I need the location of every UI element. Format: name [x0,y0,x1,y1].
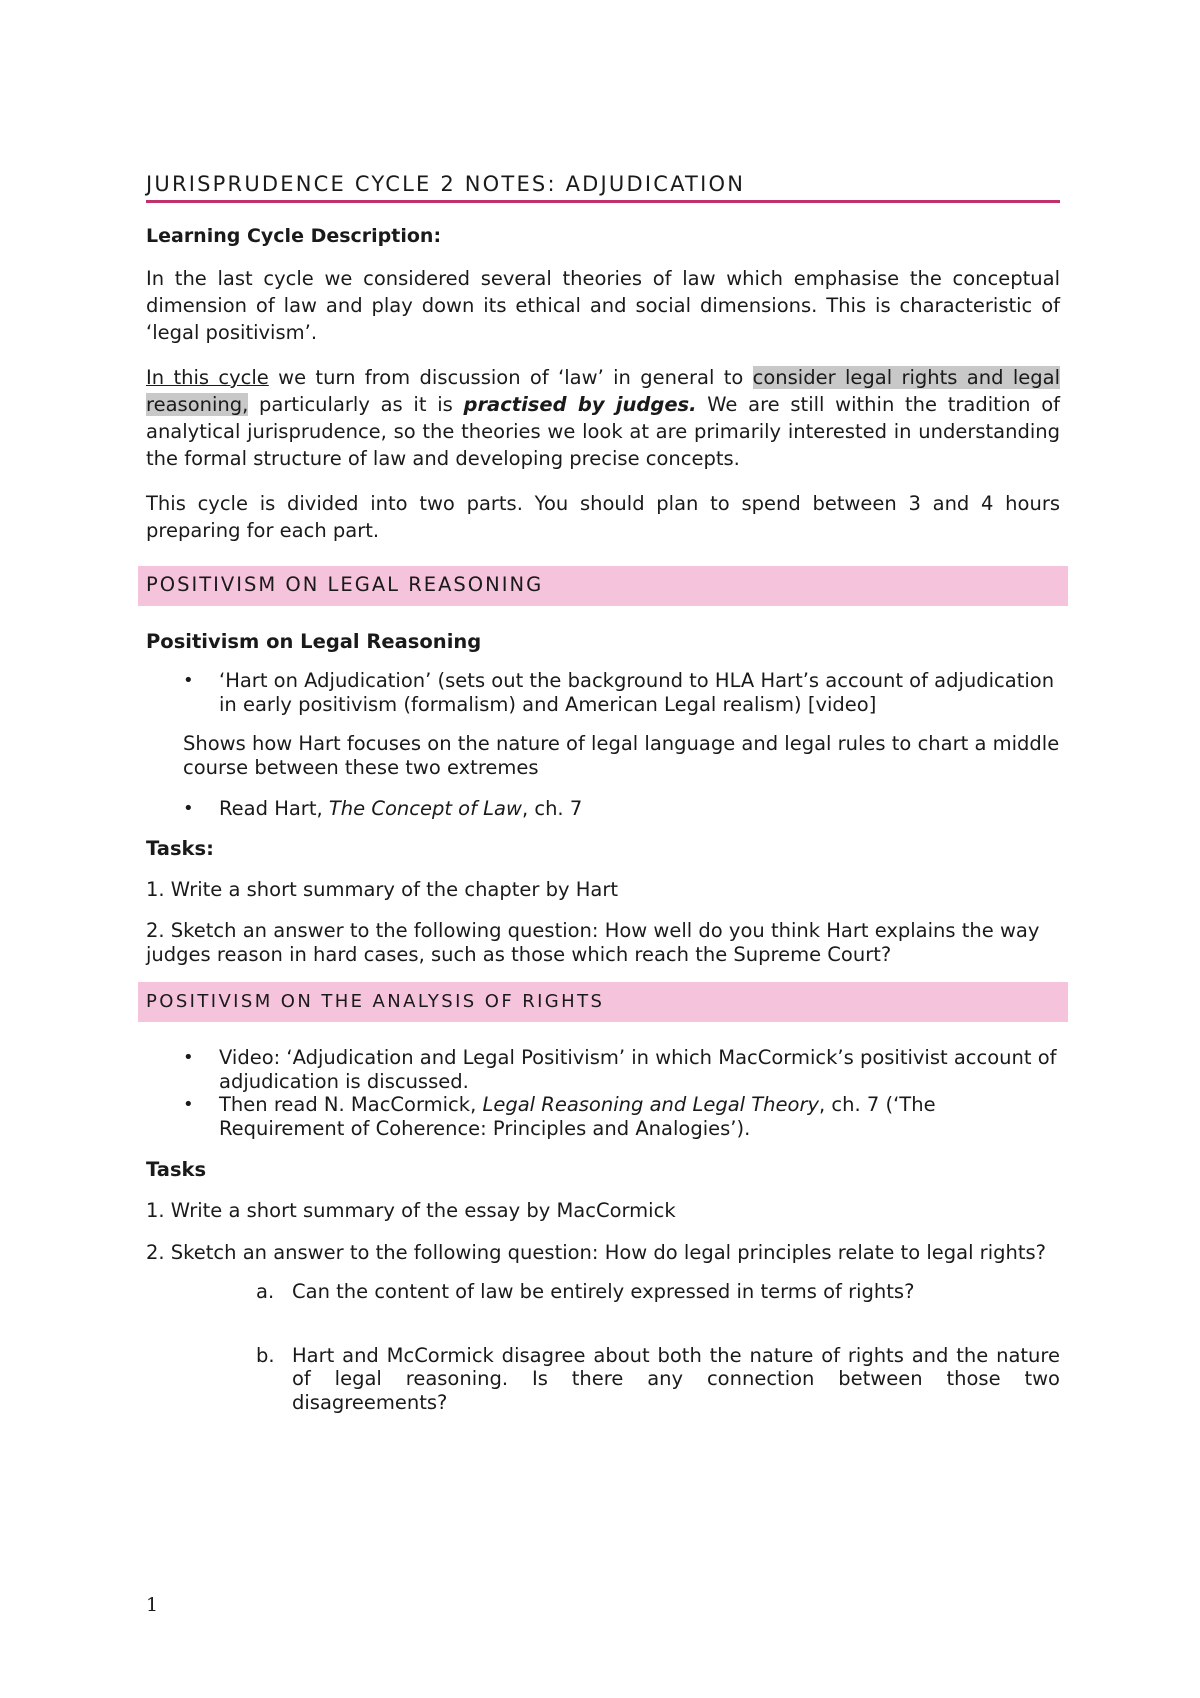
intro-paragraph-1: In the last cycle we considered several theories of law which emphasise the conceptual dimension of law and play down its ethical and social dimensions. This is characteristic of ‘legal positivism’. [146,267,1060,344]
list-item: • Video: ‘Adjudication and Legal Positivism’ in which MacCormick’s positivist account of adjudication is discussed. [146,1046,1060,1093]
part2-task-1: 1. Write a short summary of the essay by MacCormick [146,1199,676,1222]
book-title: Legal Reasoning and Legal Theory [482,1093,820,1116]
part2-tasks-heading: Tasks [146,1158,207,1181]
section-band-legal-reasoning: POSITIVISM ON LEGAL REASONING [138,566,1068,606]
list-item: • ‘Hart on Adjudication’ (sets out the background to HLA Hart’s account of adjudication in early positivism (formalism) and American Legal realism) [video] [146,669,1060,716]
document-page [146,172,1060,1414]
section-band-analysis-of-rights: POSITIVISM ON THE ANALYSIS OF RIGHTS [138,982,1068,1022]
part1-reading-list [146,797,1060,821]
part1-tasks-heading: Tasks: [146,836,214,860]
book-title: The Concept of Law [328,797,522,820]
learning-cycle-heading: Learning Cycle Description: [146,225,442,247]
page-number: 1 [146,1594,159,1616]
sub-question-a: a. Can the content of law be entirely expressed in terms of rights? [256,1280,915,1303]
part2-sub-questions [146,1280,1060,1414]
intro-paragraph-2: In this cycle we turn from discussion of ‘law’ in general to consider legal rights and legal reasoning, particularly as it is practised by judges. We are still within the tradition of analytical jurisprudence, so the theories we look at are primarily interested in understanding the formal structure of law and developing precise concepts. [146,366,1060,470]
list-item: • Then read N. MacCormick, Legal Reasoning and Legal Theory, ch. 7 (‘The Requirement of Coherence: Principles and Analogies’). [146,1093,1060,1140]
part1-note: Shows how Hart focuses on the nature of legal language and legal rules to chart a middle course between these two extremes [183,732,1060,779]
part2-task-2: 2. Sketch an answer to the following question: How do legal principles relate to legal rights? [146,1240,1047,1264]
emphasis-text: practised by judges. [463,393,697,416]
part2-list [146,1046,1060,1140]
in-this-cycle-text: In this cycle [146,366,269,389]
part1-task-2: 2. Sketch an answer to the following question: How well do you think Hart explains the way judges reason in hard cases, such as those which reach the Supreme Court? [146,919,1040,966]
highlighted-text: consider legal rights and legal reasoning, [146,366,1060,416]
sub-question-b: b. Hart and McCormick disagree about both the nature of rights and the nature of legal reasoning. Is there any connection between those two disagreements? [256,1343,1060,1414]
part1-task-1: 1. Write a short summary of the chapter by Hart [146,877,619,901]
list-item: • Read Hart, The Concept of Law, ch. 7 [146,797,1060,821]
part1-subheading: Positivism on Legal Reasoning [146,630,482,653]
part1-list [146,669,1060,716]
document-title: JURISPRUDENCE CYCLE 2 NOTES: ADJUDICATION [146,172,1060,203]
intro-paragraph-3: This cycle is divided into two parts. You should plan to spend between 3 and 4 hours preparing for each part. [146,492,1060,542]
